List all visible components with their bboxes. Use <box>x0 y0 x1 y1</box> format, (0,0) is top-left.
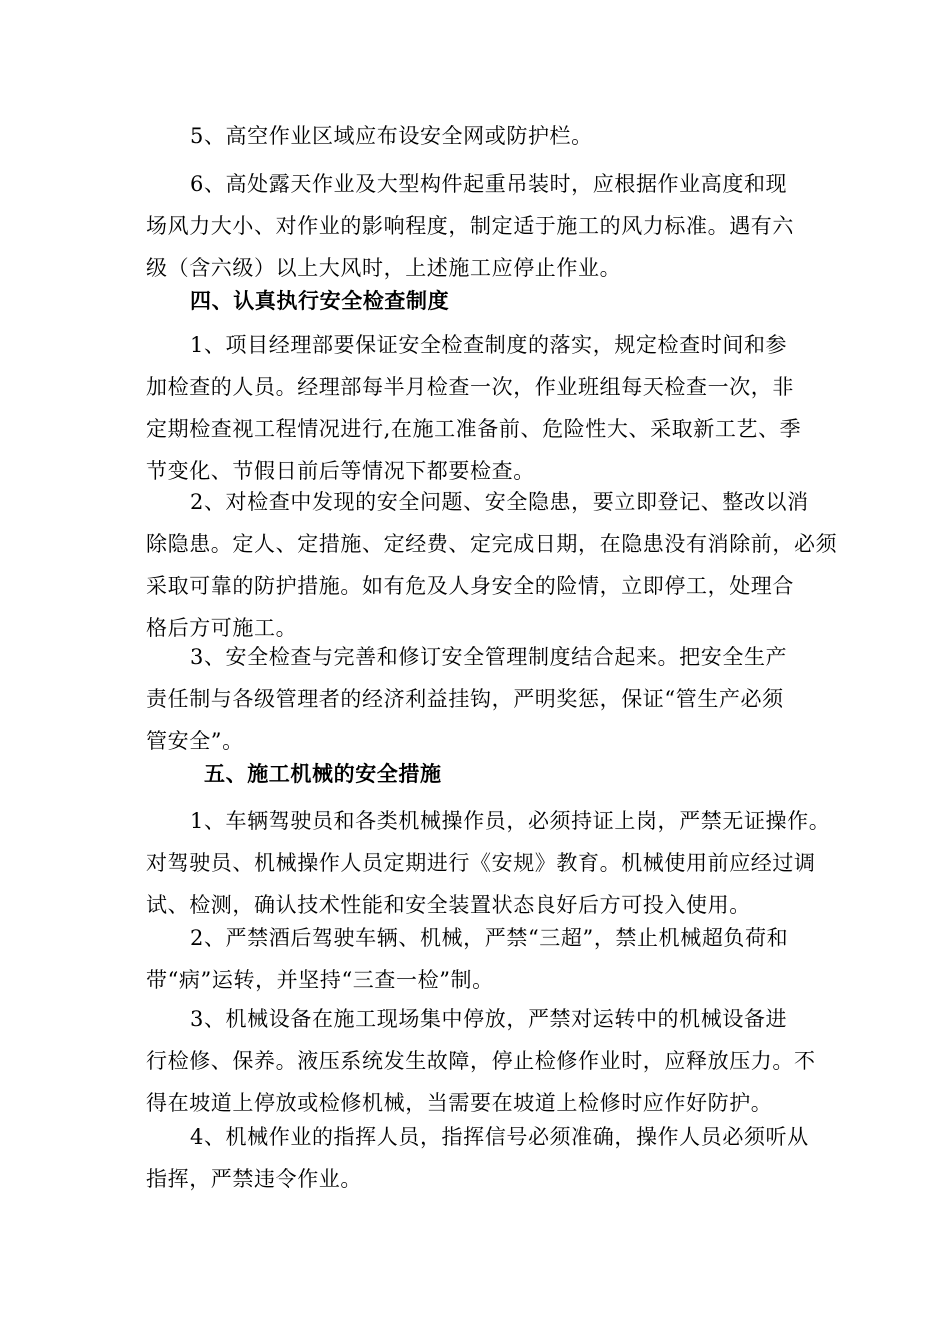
section5-paragraph-3 <box>146 998 846 1124</box>
text-line: 级（含六级）以上大风时，上述施工应停止作业。 <box>146 256 622 280</box>
text-line: 加检查的人员。经理部每半月检查一次，作业班组每天检查一次，非 <box>146 375 794 399</box>
section5-paragraph-2 <box>146 917 846 1001</box>
text-line: 对驾驶员、机械操作人员定期进行《安规》教育。机械使用前应经过调 <box>146 851 816 875</box>
section5-paragraph-1 <box>146 800 846 926</box>
text-line: 除隐患。定人、定措施、定经费、定完成日期，在隐患没有消除前，必须 <box>146 532 838 556</box>
section-heading-4: 四、认真执行安全检查制度 <box>190 289 450 313</box>
text-line: 2、对检查中发现的安全问题、安全隐患，要立即登记、整改以消 <box>190 490 809 514</box>
paragraph-6 <box>146 163 846 289</box>
text-line: 5、高空作业区域应布设安全网或防护栏。 <box>190 124 593 148</box>
section-heading-5: 五、施工机械的安全措施 <box>204 762 442 786</box>
section4-paragraph-2 <box>146 481 846 649</box>
text-line: 责任制与各级管理者的经济利益挂钩，严明奖惩，保证“管生产必须 <box>146 687 784 711</box>
text-line: 采取可靠的防护措施。如有危及人身安全的险情，立即停工，处理合 <box>146 574 794 598</box>
text-line: 节变化、节假日前后等情况下都要检查。 <box>146 459 535 483</box>
text-line: 试、检测，确认技术性能和安全装置状态良好后方可投入使用。 <box>146 893 751 917</box>
text-line: 3、安全检查与完善和修订安全管理制度结合起来。把安全生产 <box>190 645 788 669</box>
section4-paragraph-3 <box>146 636 846 762</box>
text-line: 定期检查视工程情况进行,在施工准备前、危险性大、采取新工艺、季 <box>146 417 802 441</box>
text-line: 6、高处露天作业及大型构件起重吊装时，应根据作业高度和现 <box>190 172 788 196</box>
text-line: 4、机械作业的指挥人员，指挥信号必须准确，操作人员必须听从 <box>190 1125 809 1149</box>
text-line: 2、严禁酒后驾驶车辆、机械，严禁“三超”，禁止机械超负荷和 <box>190 926 789 950</box>
text-line: 指挥，严禁违令作业。 <box>146 1167 362 1191</box>
text-line: 1、项目经理部要保证安全检查制度的落实，规定检查时间和参 <box>190 333 788 357</box>
text-line: 场风力大小、对作业的影响程度，制定适于施工的风力标准。遇有六 <box>146 214 794 238</box>
text-line: 行检修、保养。液压系统发生故障，停止检修作业时，应释放压力。不 <box>146 1049 816 1073</box>
section4-paragraph-1 <box>146 324 846 492</box>
text-line: 格后方可施工。 <box>146 616 298 640</box>
text-line: 1、车辆驾驶员和各类机械操作员，必须持证上岗，严禁无证操作。 <box>190 809 831 833</box>
paragraph-5 <box>146 115 846 157</box>
text-line: 3、机械设备在施工现场集中停放，严禁对运转中的机械设备进 <box>190 1007 788 1031</box>
text-line: 管安全”。 <box>146 729 244 753</box>
section5-paragraph-4 <box>146 1116 846 1200</box>
text-line: 带“病”运转，并坚持“三查一检”制。 <box>146 968 494 992</box>
text-line: 得在坡道上停放或检修机械，当需要在坡道上检修时应作好防护。 <box>146 1091 773 1115</box>
